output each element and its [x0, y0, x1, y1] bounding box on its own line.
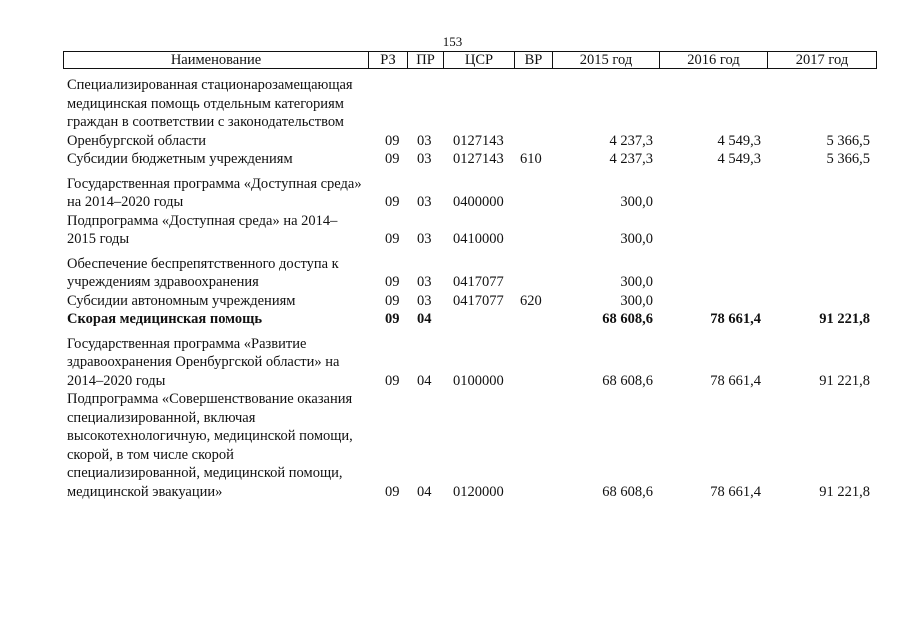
row-vr: 610 [520, 151, 542, 167]
row-2017: 5 366,5 [826, 151, 870, 167]
row-name: Государственная программа «Развитие здравоохранения Оренбургской области» на 2014–2020 годы [67, 335, 340, 389]
row-2017 [767, 249, 876, 292]
row-2017: 91 221,8 [819, 311, 870, 327]
row-2015: 300,0 [620, 231, 653, 247]
row-pr: 03 [417, 194, 432, 210]
column-header-pr: ПР [408, 52, 444, 69]
column-header-name: Наименование [64, 52, 369, 69]
row-name: Государственная программа «Доступная среда» на 2014–2020 годы [67, 175, 362, 210]
row-2015: 68 608,6 [602, 483, 653, 500]
column-header-csr: ЦСР [444, 52, 515, 69]
table-body [63, 70, 876, 501]
row-2016 [659, 212, 767, 249]
row-vr [514, 249, 552, 292]
row-2016: 78 661,4 [710, 311, 761, 327]
row-2016 [659, 249, 767, 292]
row-2017: 91 221,8 [819, 483, 870, 500]
row-rz: 09 [385, 274, 400, 290]
row-name: Подпрограмма «Совершенствование оказания специализированной, включая высокотехнологичную, медицинской помощи, скорой, в том числе скорой специализированной, медицинской помощи, медицинской эвакуации» [67, 391, 353, 500]
row-2017: 5 366,5 [826, 132, 870, 149]
row-name: Подпрограмма «Доступная среда» на 2014–2015 годы [67, 212, 338, 247]
row-name: Скорая медицинская помощь [67, 311, 263, 327]
row-2015: 68 608,6 [602, 372, 653, 389]
row-vr [514, 70, 552, 150]
row-rz: 09 [385, 292, 400, 309]
table-row [63, 329, 876, 391]
row-vr [514, 390, 552, 501]
row-2017 [767, 212, 876, 249]
row-csr: 0410000 [453, 231, 504, 247]
row-pr: 04 [417, 311, 432, 327]
row-vr [514, 212, 552, 249]
row-2015: 300,0 [620, 194, 653, 210]
row-2015: 4 237,3 [609, 132, 653, 149]
row-rz: 09 [385, 311, 400, 327]
row-csr: 0100000 [453, 372, 504, 389]
row-rz: 09 [385, 151, 400, 167]
row-2017: 91 221,8 [819, 372, 870, 389]
row-2017 [767, 292, 876, 311]
row-csr: 0417077 [453, 274, 504, 290]
table-row [63, 390, 876, 501]
row-pr: 04 [417, 372, 432, 389]
row-2017 [767, 169, 876, 212]
table-row [63, 70, 876, 150]
row-rz: 09 [385, 231, 400, 247]
table-row [63, 212, 876, 249]
budget-table [63, 70, 876, 501]
row-vr [514, 329, 552, 391]
table-row [63, 150, 876, 169]
row-2016: 4 549,3 [717, 132, 761, 149]
row-csr: 0417077 [453, 292, 504, 309]
table-row [63, 310, 876, 329]
table-row [63, 249, 876, 292]
row-name: Субсидии бюджетным учреждениям [67, 151, 293, 167]
row-csr [443, 310, 514, 329]
row-pr: 03 [417, 292, 432, 309]
row-vr [514, 169, 552, 212]
row-2015: 300,0 [620, 274, 653, 290]
column-header-2015: 2015 год [553, 52, 660, 69]
column-header-vr: ВР [515, 52, 553, 69]
row-csr: 0127143 [453, 132, 504, 149]
row-name: Субсидии автономным учреждениям [67, 292, 296, 309]
row-2016: 4 549,3 [717, 151, 761, 167]
row-2016 [659, 169, 767, 212]
column-header-rz: РЗ [369, 52, 408, 69]
row-2015: 68 608,6 [602, 311, 653, 327]
column-header-2017: 2017 год [768, 52, 877, 69]
row-rz: 09 [385, 483, 400, 500]
row-2016: 78 661,4 [710, 483, 761, 500]
table-header [63, 51, 877, 69]
row-pr: 03 [417, 132, 432, 149]
row-csr: 0127143 [453, 151, 504, 167]
row-csr: 0120000 [453, 483, 504, 500]
row-vr: 620 [520, 292, 542, 309]
row-name: Специализированная стационарозамещающая медицинская помощь отдельным категориям граждан в соответствии с законодательством Оренбургской области [67, 77, 353, 149]
row-csr: 0400000 [453, 194, 504, 210]
row-2015: 4 237,3 [609, 151, 653, 167]
row-rz: 09 [385, 194, 400, 210]
table-row [63, 292, 876, 311]
page-number: 153 [442, 34, 463, 49]
row-pr: 03 [417, 151, 432, 167]
row-name: Обеспечение беспрепятственного доступа к учреждениям здравоохранения [67, 255, 339, 290]
row-vr [514, 310, 552, 329]
row-rz: 09 [385, 132, 400, 149]
row-2015: 300,0 [620, 292, 653, 309]
row-pr: 03 [417, 231, 432, 247]
column-header-2016: 2016 год [660, 52, 768, 69]
table-row [63, 169, 876, 212]
row-2016: 78 661,4 [710, 372, 761, 389]
row-pr: 04 [417, 483, 432, 500]
row-pr: 03 [417, 274, 432, 290]
row-2016 [659, 292, 767, 311]
row-rz: 09 [385, 372, 400, 389]
